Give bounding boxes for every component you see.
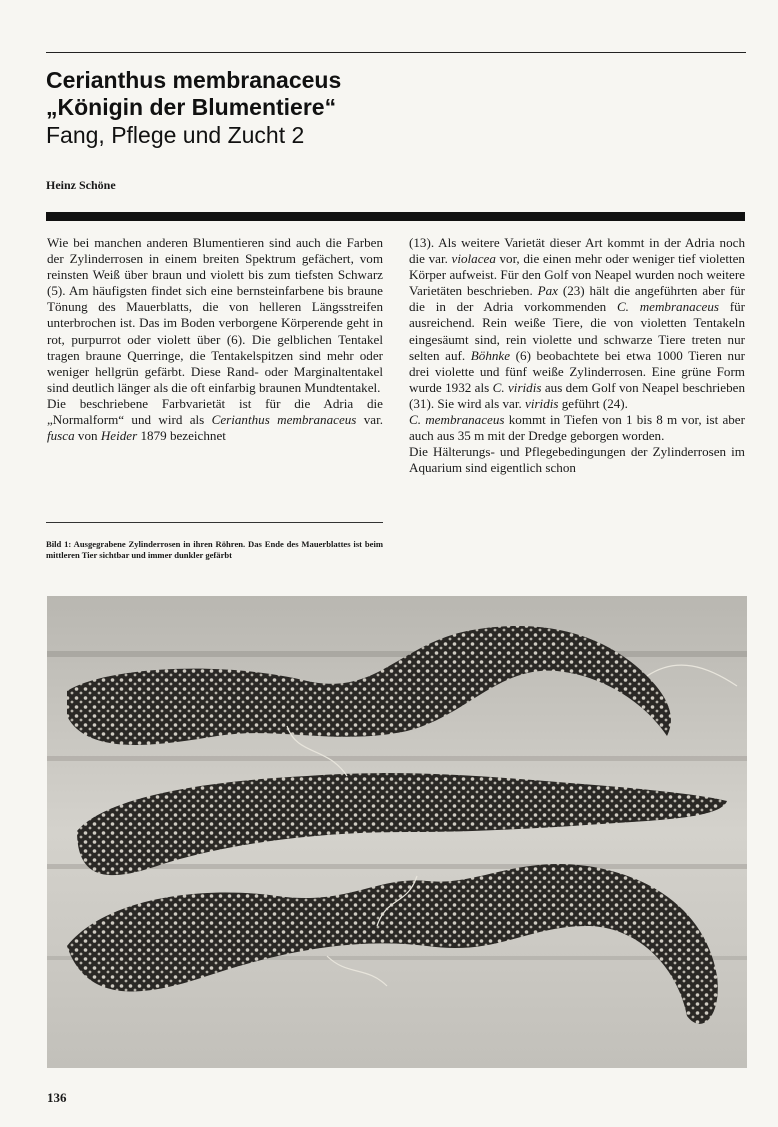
page-number: 136 bbox=[47, 1090, 67, 1105]
author-name: Heinz Schöne bbox=[46, 178, 116, 192]
paragraph: (13). Als weitere Varietät dieser Art kommt in der Adria noch die var. violacea vor, die einen mehr oder weniger tief violetten Körper aufweist. Für den Golf von Neapel wurden noch weitere Varietäten beschrieben. Pax (23) hält die angeführten aber für die in der Adria vorkommenden C. membranaceus für ausreichend. Rein weiße Tiere, die von violetten Tentakeln eingesäumt sind, rein violette und schwarze Tiere treten nur selten auf. Böhnke (6) beobachtete bei etwa 1000 Tieren nur drei violette und fünf weiße Zylinderrosen. Eine grüne Form wurde 1932 als C. viridis aus dem Golf von Neapel beschrieben (31). Sie wird als var. viridis geführt (24). bbox=[409, 235, 745, 411]
text-column-left bbox=[47, 235, 383, 444]
photo-cerianthus-tubes bbox=[47, 596, 747, 1068]
paragraph: Die beschriebene Farbvarietät ist für die Adria die „Normalform“ und wird als Cerianthus membranaceus var. fusca von Heider 1879 bezeichnet bbox=[47, 395, 384, 444]
paragraph: Wie bei manchen anderen Blumentieren sind auch die Farben der Zylinderrosen in einem breiten Spektrum gefächert, vom reinsten Weiß über braun und violett bis zum tiefsten Schwarz (5). Am häufigsten findet sich eine bernsteinfarbene bis braune Tönung des Mauerblatts, die von helleren Längsstreifen unterbrochen ist. Das im Boden verborgene Körperende geht in rot, purpurrot oder violett über (6). Die gelblichen Tentakel tragen braune Querringe, die Tentakelspitzen sind mehr oder weniger hellgrün gefärbt. Diese Rand- oder Marginaltentakel sind deutlich länger als die oft einfarbig braunen Mundtentakel. bbox=[47, 235, 383, 395]
article-title-line2: „Königin der Blumentiere“ bbox=[46, 94, 337, 120]
figure-caption: Bild 1: Ausgegrabene Zylinderrosen in ihren Röhren. Das Ende des Mauerblattes ist beim mittleren Tier sichtbar und immer dunkler gefärbt bbox=[46, 539, 383, 560]
header-bar bbox=[46, 212, 745, 221]
article-subtitle: Fang, Pflege und Zucht 2 bbox=[46, 122, 305, 148]
article-title-line1: Cerianthus membranaceus bbox=[46, 67, 342, 93]
top-rule bbox=[46, 52, 746, 53]
paragraph: C. membranaceus kommt in Tiefen von 1 bis 8 m vor, ist aber auch aus 35 m mit der Dredge geborgen worden. bbox=[409, 412, 745, 444]
paragraph: Die Hälterungs- und Pflegebedingungen der Zylinderrosen im Aquarium sind eigentlich schon bbox=[409, 444, 745, 476]
caption-rule bbox=[46, 522, 383, 523]
text-column-right bbox=[409, 235, 745, 476]
